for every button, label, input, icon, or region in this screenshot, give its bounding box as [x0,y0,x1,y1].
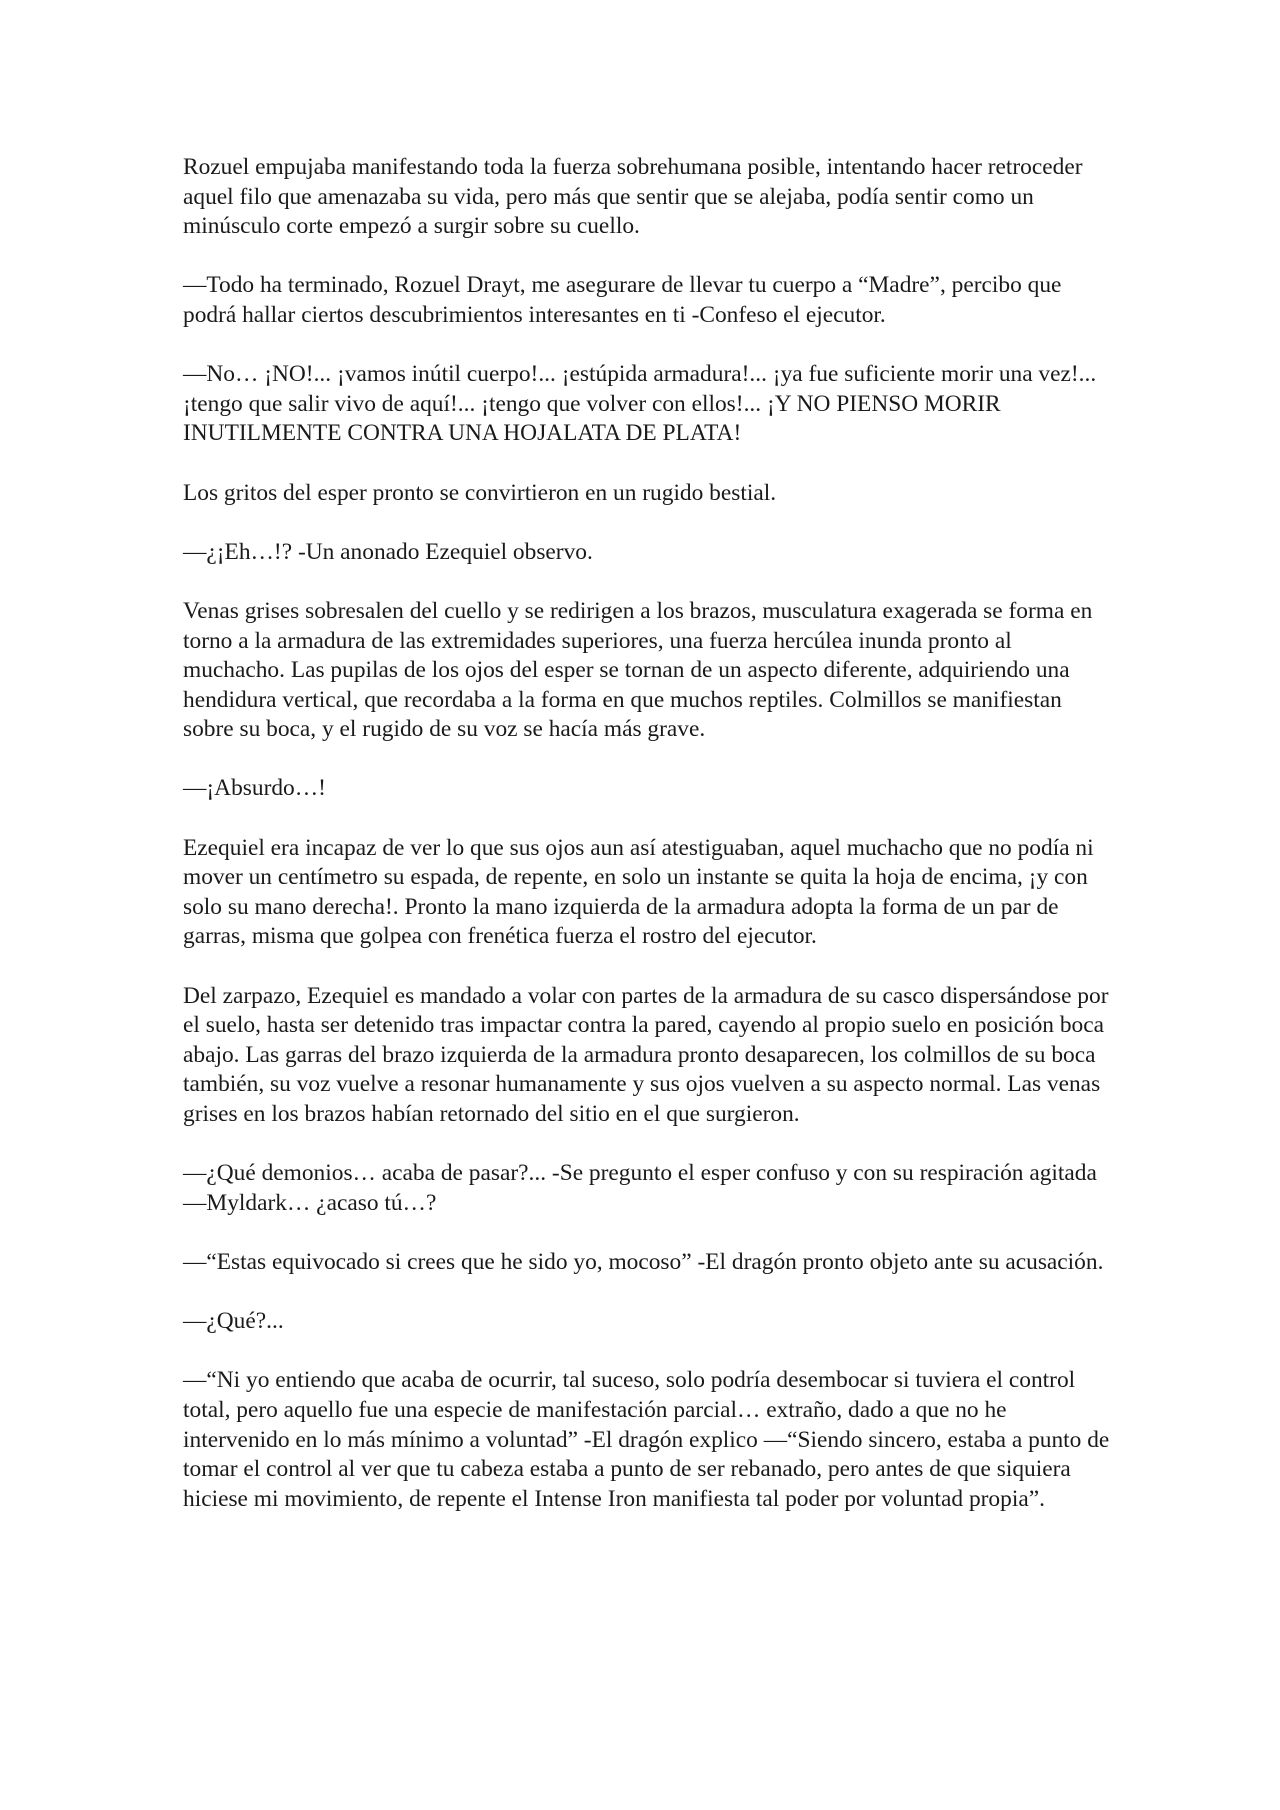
paragraph: Venas grises sobresalen del cuello y se redirigen a los brazos, musculatura exagerada se forma en torno a la armadura de las extremidades superiores, una fuerza hercúlea inunda pronto al muchacho. Las pupilas de los ojos del esper se tornan de un aspecto diferente, adquiriendo una hendidura vertical, que recordaba a la forma en que muchos reptiles. Colmillos se manifiestan sobre su boca, y el rugido de su voz se hacía más grave. [183,597,1093,743]
paragraph: —“Ni yo entiendo que acaba de ocurrir, tal suceso, solo podría desembocar si tuviera el control total, pero aquello fue una especie de manifestación parcial… extraño, dado a que no he intervenido en lo más mínimo a voluntad” -El dragón explico —“Siendo sincero, estaba a punto de tomar el control al ver que tu cabeza estaba a punto de ser rebanado, pero antes de que siquiera hiciese mi movimiento, de repente el Intense Iron manifiesta tal poder por voluntad propia”. [183,1367,1110,1512]
paragraph: —¿¡Eh…!? -Un anonado Ezequiel observo. [183,538,593,565]
document-page [183,153,1113,1544]
paragraph: —Todo ha terminado, Rozuel Drayt, me asegurare de llevar tu cuerpo a “Madre”, percibo que podrá hallar ciertos descubrimientos interesantes en ti -Confeso el ejecutor. [183,272,1062,328]
paragraph: Los gritos del esper pronto se convirtieron en un rugido bestial. [183,479,777,506]
paragraph: —¡Absurdo…! [183,775,326,802]
paragraph: Rozuel empujaba manifestando toda la fuerza sobrehumana posible, intentando hacer retroceder aquel filo que amenazaba su vida, pero más que sentir que se alejaba, podía sentir como un minúsculo corte empezó a surgir sobre su cuello. [183,154,1083,240]
paragraph: —“Estas equivocado si crees que he sido yo, mocoso” -El dragón pronto objeto ante su acusación. [183,1248,1104,1275]
paragraph: —¿Qué?... [183,1308,284,1335]
paragraph: —¿Qué demonios… acaba de pasar?... -Se pregunto el esper confuso y con su respiración agitada —Myldark… ¿acaso tú…? [183,1160,1097,1216]
paragraph: Del zarpazo, Ezequiel es mandado a volar con partes de la armadura de su casco dispersándose por el suelo, hasta ser detenido tras impactar contra la pared, cayendo al propio suelo en posición boca abajo. Las garras del brazo izquierda de la armadura pronto desaparecen, los colmillos de su boca también, su voz vuelve a resonar humanamente y sus ojos vuelven a su aspecto normal. Las venas grises en los brazos habían retornado del sitio en el que surgieron. [183,982,1109,1127]
paragraph: Ezequiel era incapaz de ver lo que sus ojos aun así atestiguaban, aquel muchacho que no podía ni mover un centímetro su espada, de repente, en solo un instante se quita la hoja de encima, ¡y con solo su mano derecha!. Pronto la mano izquierda de la armadura adopta la forma de un par de garras, misma que golpea con frenética fuerza el rostro del ejecutor. [183,834,1094,950]
paragraph: —No… ¡NO!... ¡vamos inútil cuerpo!... ¡estúpida armadura!... ¡ya fue suficiente morir una vez!... ¡tengo que salir vivo de aquí!... ¡tengo que volver con ellos!... ¡Y NO PIENSO MORIR INUTILMENTE CONTRA UNA HOJALATA DE PLATA! [183,361,1097,447]
